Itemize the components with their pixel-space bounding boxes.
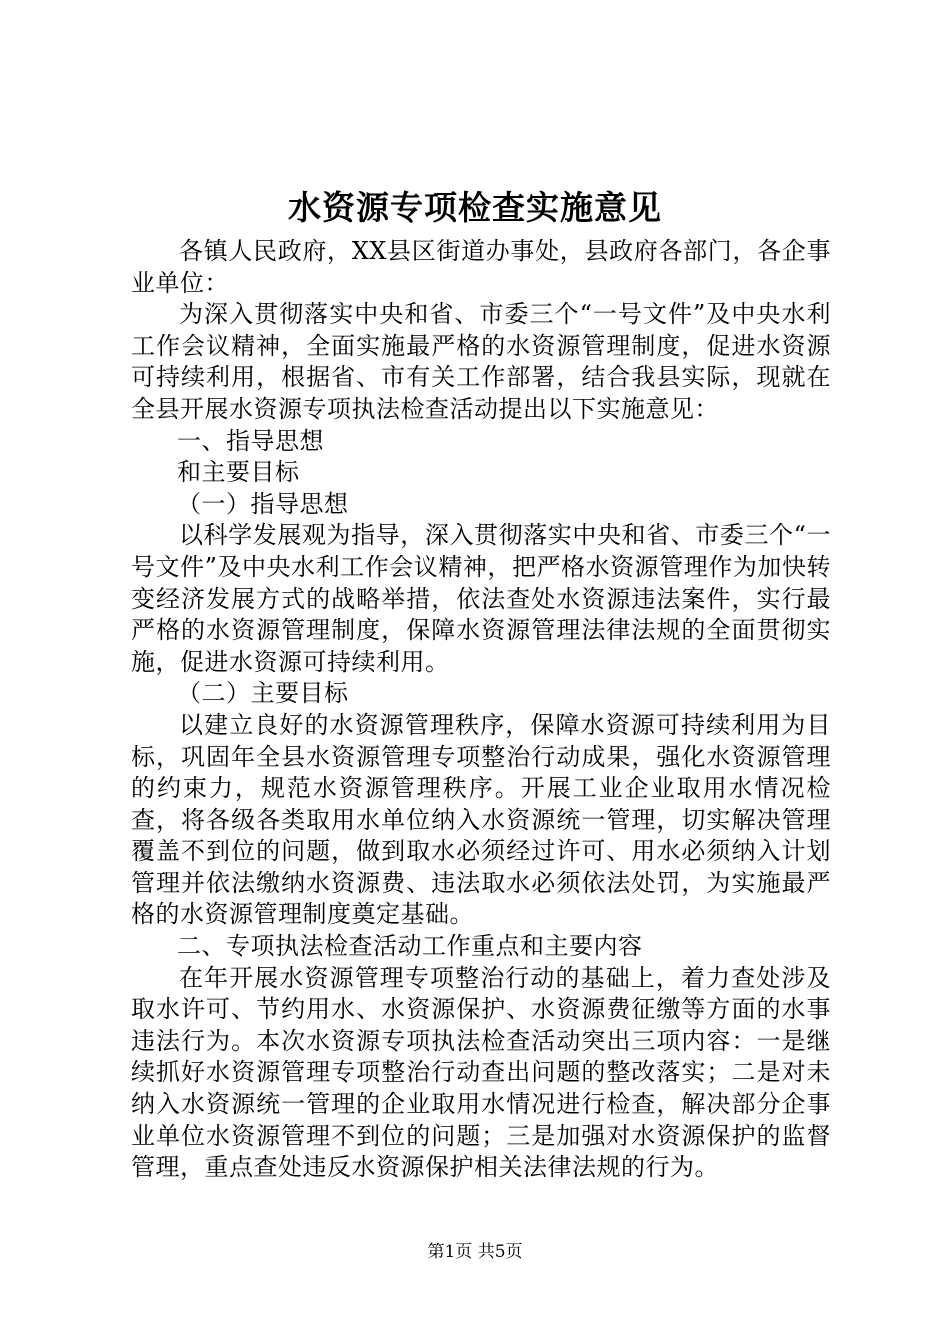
document-body (131, 236, 831, 1184)
intro-paragraph: 为深入贯彻落实中央和省、市委三个“一号文件”及中央水利工作会议精神，全面实施最严格的水资源管理制度，促进水资源可持续利用，根据省、市有关工作部署，结合我县实际，现就在全县开展水资源专项执法检查活动提出以下实施意见： (131, 300, 831, 423)
subsection-heading-1: （一）指导思想 (177, 489, 349, 518)
section-heading-1: 一、指导思想 (177, 426, 324, 455)
key-content-paragraph: 在年开展水资源管理专项整治行动的基础上，着力查处涉及取水许可、节约用水、水资源保护、水资源费征缴等方面的水事违法行为。本次水资源专项执法检查活动突出三项内容：一是继续抓好水资源管理专项整治行动查出问题的整改落实；二是对未纳入水资源统一管理的企业取用水情况进行检查，解决部分企事业单位水资源管理不到位的问题；三是加强对水资源保护的监督管理，重点查处违反水资源保护相关法律法规的行为。 (131, 963, 831, 1182)
document-title: 水资源专项检查实施意见 (288, 188, 662, 227)
section-heading-2: 二、专项执法检查活动工作重点和主要内容 (177, 932, 643, 961)
guiding-thought-paragraph: 以科学发展观为指导，深入贯彻落实中央和省、市委三个“一号文件”及中央水利工作会议精神，把严格水资源管理作为加快转变经济发展方式的战略举措，依法查处水资源违法案件，实行最严格的水资源管理制度，保障水资源管理法律法规的全面贯彻实施，促进水资源可持续利用。 (131, 521, 831, 676)
section-heading-1-continued: 和主要目标 (177, 458, 300, 487)
addressee-paragraph: 各镇人民政府，XX县区街道办事处，县政府各部门，各企事业单位： (131, 237, 831, 297)
page-footer: 第1页 共5页 (427, 1242, 523, 1262)
main-goal-paragraph: 以建立良好的水资源管理秩序，保障水资源可持续利用为目标，巩固年全县水资源管理专项整治行动成果，强化水资源管理的约束力，规范水资源管理秩序。开展工业企业取用水情况检查，将各级各类取用水单位纳入水资源统一管理，切实解决管理覆盖不到位的问题，做到取水必须经过许可、用水必须纳入计划管理并依法缴纳水资源费、违法取水必须依法处罚，为实施最严格的水资源管理制度奠定基础。 (131, 710, 831, 929)
subsection-heading-2: （二）主要目标 (177, 679, 349, 708)
